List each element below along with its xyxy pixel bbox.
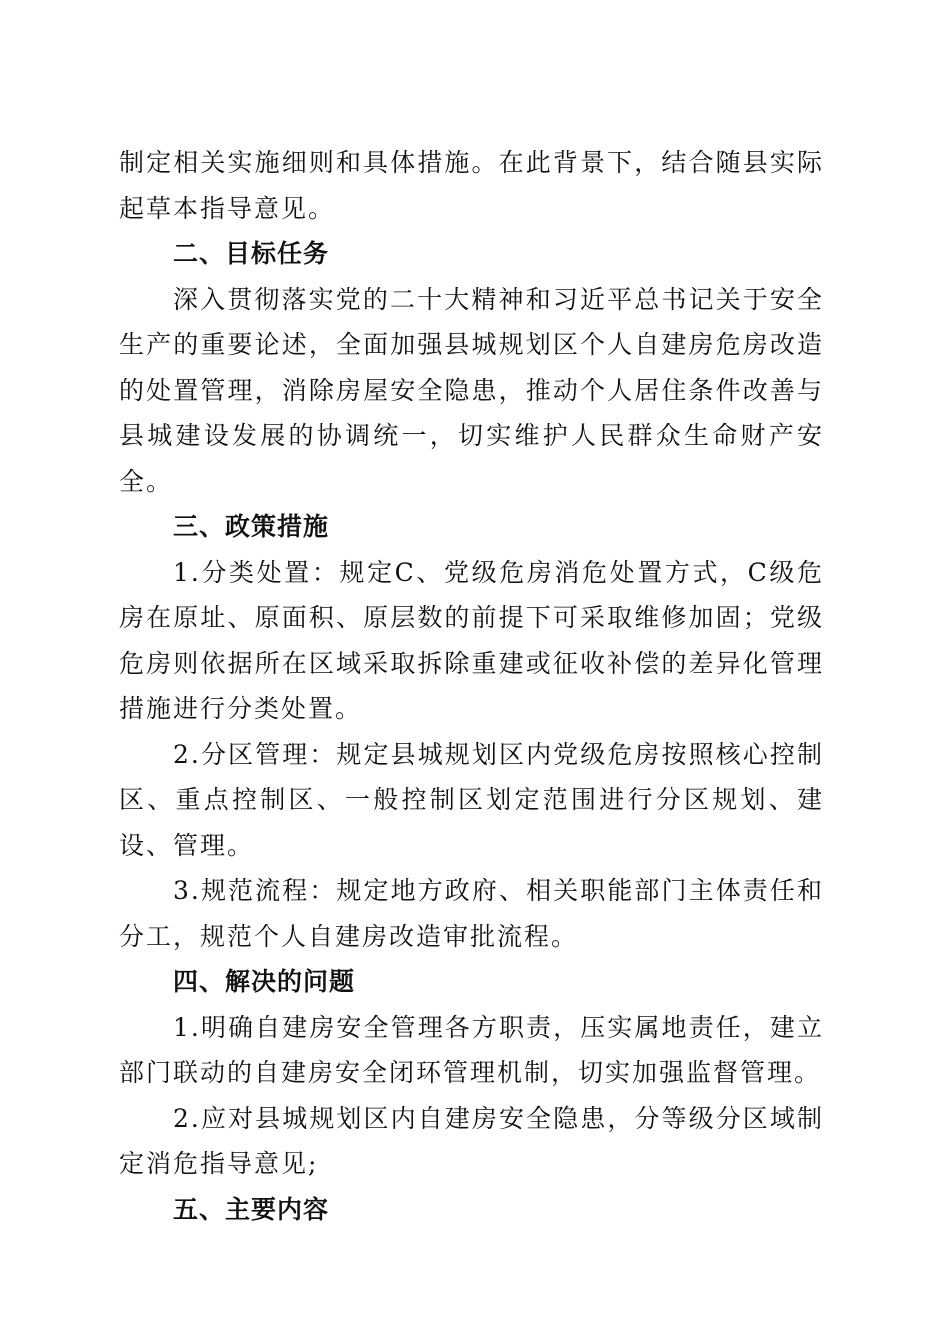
problem-item-2: 2.应对县城规划区内自建房安全隐患，分等级分区域制定消危指导意见; (119, 1103, 824, 1178)
section-heading-goals: 二、目标任务 (173, 239, 330, 268)
section-heading-problems: 四、解决的问题 (173, 967, 356, 996)
intro-paragraph: 制定相关实施细则和具体措施。在此背景下，结合随县实际起草本指导意见。 (119, 148, 824, 223)
policy-item-2: 2.分区管理：规定县城规划区内党级危房按照核心控制区、重点控制区、一般控制区划定范围进行分区规划、建设、管理。 (119, 739, 824, 860)
section-heading-policy: 三、政策措施 (173, 512, 330, 541)
policy-item-1: 1.分类处置：规定C、党级危房消危处置方式，C级危房在原址、原面积、原层数的前提下可采取维修加固；党级危房则依据所在区域采取拆除重建或征收补偿的差异化管理措施进行分类处置。 (119, 557, 824, 723)
document-body (119, 140, 824, 1232)
problem-item-1: 1.明确自建房安全管理各方职责，压实属地责任，建立部门联动的自建房安全闭环管理机制，切实加强监督管理。 (119, 1012, 824, 1087)
policy-item-3: 3.规范流程：规定地方政府、相关职能部门主体责任和分工，规范个人自建房改造审批流程。 (119, 876, 824, 951)
goals-paragraph: 深入贯彻落实党的二十大精神和习近平总书记关于安全生产的重要论述，全面加强县城规划区个人自建房危房改造的处置管理，消除房屋安全隐患，推动个人居住条件改善与县城建设发展的协调统一，切实维护人民群众生命财产安全。 (119, 284, 824, 496)
section-heading-main-content: 五、主要内容 (173, 1194, 330, 1224)
